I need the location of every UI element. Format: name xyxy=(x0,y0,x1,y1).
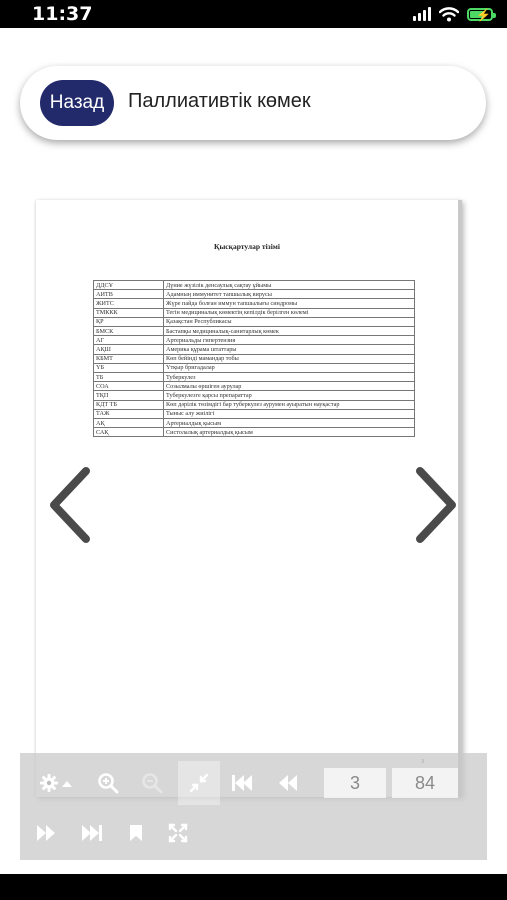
definition-cell: Көп дәрілік төзімдігі бар туберкулез аурумен ауыратын науқастар xyxy=(164,400,415,409)
table-row xyxy=(94,317,415,326)
first-page-icon xyxy=(231,774,253,792)
document-heading: Қысқартулар тізімі xyxy=(214,242,280,251)
last-page-button[interactable] xyxy=(74,815,110,851)
status-icons xyxy=(413,6,493,22)
definition-cell: Систолалық артериалдық қысым xyxy=(164,428,415,437)
table-row xyxy=(94,428,415,437)
gear-icon xyxy=(39,773,73,793)
definition-cell: Тыныс алу жиілігі xyxy=(164,409,415,418)
abbreviation-cell: БМСК xyxy=(94,327,164,336)
table-row xyxy=(94,308,415,317)
back-button[interactable]: Назад xyxy=(40,80,114,126)
page-title: Паллиативтік көмек xyxy=(128,90,311,112)
definition-cell: Артериальды гипертензия xyxy=(164,336,415,345)
zoom-in-button[interactable] xyxy=(90,765,126,801)
definition-cell: Көп бейінді мамандар тобы xyxy=(164,354,415,363)
bottom-system-bar xyxy=(0,874,507,900)
next-page-button[interactable] xyxy=(28,815,64,851)
table-row xyxy=(94,327,415,336)
table-row xyxy=(94,281,415,290)
definition-cell: Америка құрама штаттары xyxy=(164,345,415,354)
definition-cell: Қазақстан Республикасы xyxy=(164,317,415,326)
table-row xyxy=(94,400,415,409)
chevron-right-icon xyxy=(412,465,460,545)
current-page-input[interactable]: 3 xyxy=(324,768,386,798)
header-bar xyxy=(20,66,486,140)
zoom-out-button[interactable] xyxy=(134,765,170,801)
previous-page-arrow[interactable] xyxy=(46,465,94,545)
previous-page-icon xyxy=(278,774,298,792)
abbreviation-cell: ҮБ xyxy=(94,363,164,372)
battery-charging-icon: ⚡ xyxy=(467,8,493,21)
next-page-icon xyxy=(36,824,56,842)
definition-cell: Бастапқы медициналық-санитарлық көмек xyxy=(164,327,415,336)
bookmark-button[interactable] xyxy=(118,815,154,851)
abbreviation-cell: ТАЖ xyxy=(94,409,164,418)
abbreviation-cell: СОА xyxy=(94,382,164,391)
first-page-button[interactable] xyxy=(224,765,260,801)
chevron-left-icon xyxy=(46,465,94,545)
table-row xyxy=(94,409,415,418)
abbreviation-cell: ТҚП xyxy=(94,391,164,400)
status-time: 11:37 xyxy=(32,3,93,25)
next-page-arrow[interactable] xyxy=(412,465,460,545)
shrink-icon xyxy=(189,773,209,793)
table-row xyxy=(94,354,415,363)
table-row xyxy=(94,290,415,299)
definition-cell: Туберкулез xyxy=(164,373,415,382)
definition-cell: Адамның иммунитет тапшылық вирусы xyxy=(164,290,415,299)
previous-page-button[interactable] xyxy=(270,765,306,801)
definition-cell: Жүре пайда болған иммун тапшылығы синдромы xyxy=(164,299,415,308)
table-row xyxy=(94,391,415,400)
zoom-out-icon xyxy=(141,772,163,794)
definition-cell: Созылмалы өршіген аурулар xyxy=(164,382,415,391)
signal-icon xyxy=(413,7,431,21)
total-pages-field: 84 xyxy=(392,768,458,798)
abbreviation-cell: АИТВ xyxy=(94,290,164,299)
abbreviation-cell: ДДСҰ xyxy=(94,281,164,290)
abbreviation-cell: ТБ xyxy=(94,373,164,382)
abbreviation-cell: КБМТ xyxy=(94,354,164,363)
viewer-toolbar xyxy=(20,753,487,860)
table-row xyxy=(94,363,415,372)
table-row xyxy=(94,299,415,308)
abbreviation-cell: АҚ xyxy=(94,419,164,428)
table-row xyxy=(94,419,415,428)
table-row xyxy=(94,382,415,391)
last-page-icon xyxy=(81,824,103,842)
fullscreen-icon xyxy=(168,823,188,843)
abbreviation-cell: ТМККК xyxy=(94,308,164,317)
abbreviation-cell: АГ xyxy=(94,336,164,345)
abbreviation-cell: ҚР xyxy=(94,317,164,326)
abbreviation-cell: ЖИТС xyxy=(94,299,164,308)
abbreviation-cell: КДТ ТБ xyxy=(94,400,164,409)
document-page xyxy=(36,200,462,797)
abbreviation-cell: САҚ xyxy=(94,428,164,437)
fullscreen-button[interactable] xyxy=(160,815,196,851)
zoom-in-icon xyxy=(97,772,119,794)
table-row xyxy=(94,345,415,354)
definition-cell: Тегін медициналық көмектің кепілдік берілген көлемі xyxy=(164,308,415,317)
definition-cell: Артериалдық қысым xyxy=(164,419,415,428)
definition-cell: Туберкулезге қарсы препараттар xyxy=(164,391,415,400)
table-row xyxy=(94,336,415,345)
status-bar xyxy=(0,0,507,28)
table-row xyxy=(94,373,415,382)
abbreviation-table xyxy=(93,280,415,437)
definition-cell: Үтқыр бригадалар xyxy=(164,363,415,372)
bookmark-icon xyxy=(129,824,143,842)
settings-button[interactable] xyxy=(34,765,78,801)
wifi-icon xyxy=(439,7,459,22)
definition-cell: Дүние жүзілік денсаулық сақтау ұйымы xyxy=(164,281,415,290)
fit-page-button[interactable] xyxy=(178,761,220,805)
abbreviation-cell: АҚШ xyxy=(94,345,164,354)
